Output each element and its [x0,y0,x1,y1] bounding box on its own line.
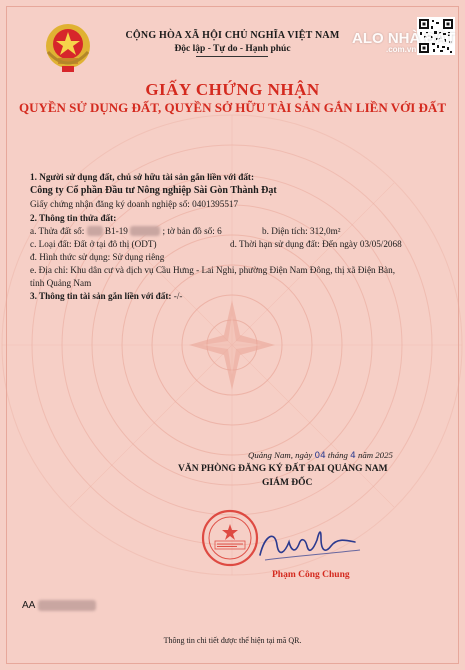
section1-heading: 1. Người sử dụng đất, chủ sở hữu tài sản gắn liền với đất: [30,172,255,182]
motto-header: Độc lập - Tự do - Hạnh phúc [174,44,291,54]
document-title: GIẤY CHỨNG NHẬN [145,80,320,99]
section2-heading: 2. Thông tin thửa đất: [30,213,117,223]
month-label: tháng [327,450,348,460]
section3-heading: 3. Thông tin tài sản gắn liền với đất: [30,291,172,301]
owner-name: Công ty Cổ phần Đầu tư Nông nghiệp Sài Gòn Thành Đạt [30,185,277,196]
redacted-block [130,226,160,236]
date-day: 04 [314,451,326,461]
handwritten-signature-icon [255,520,365,570]
business-license: Giấy chứng nhận đăng ký doanh nghiệp số: 0401395517 [30,199,239,209]
usage-form: đ. Hình thức sử dụng: Sử dụng riêng [30,252,165,262]
address-line1: e. Địa chỉ: Khu dân cư và dịch vụ Cầu Hưng - Lai Nghi, phường Điện Nam Đông, thị xã Điện Bàn, [30,265,396,275]
redacted-block [87,226,103,236]
issuing-office: VĂN PHÒNG ĐĂNG KÝ ĐẤT ĐAI QUẢNG NAM [178,464,388,474]
document-subtitle: QUYỀN SỬ DỤNG ĐẤT, QUYỀN SỞ HỮU TÀI SẢN GẮN LIỀN VỚI ĐẤT [18,100,446,115]
year-label: năm 2025 [357,450,393,460]
republic-header: CỘNG HÒA XÃ HỘI CHỦ NGHĨA VIỆT NAM [125,30,340,41]
date-place: Quảng Nam, ngày [248,450,313,460]
header-divider [196,56,268,57]
parcel-number-label: a. Thửa đất số: [30,226,85,236]
watermark-brand: ALO NHÀ ĐẤT [352,30,456,47]
redacted-serial [38,600,96,611]
map-sheet: ; tờ bản đồ số: 6 [162,226,222,236]
issue-date [248,450,393,461]
qr-footer-note: Thông tin chi tiết được thể hiện tại mã QR. [163,636,302,645]
land-term: d. Thời hạn sử dụng đất: Đến ngày 03/05/2068 [230,239,402,249]
serial-prefix: AA [22,600,35,611]
land-area: b. Diện tích: 312,0m² [262,226,341,236]
watermark-domain: .com.vn [386,45,417,54]
land-type: c. Loại đất: Đất ở tại đô thị (ODT) [30,239,157,249]
signer-name: Phạm Công Chung [272,570,350,580]
date-month: 4 [350,451,356,461]
parcel-number-value: B1-19 [104,226,128,236]
section3-value: -/- [173,291,183,301]
address-line2: tỉnh Quảng Nam [30,278,92,288]
official-seal-icon [200,508,260,568]
serial-number [22,600,96,611]
signer-position: GIÁM ĐỐC [262,478,313,488]
parcel-number-row [30,226,222,236]
section3-row [30,291,182,301]
